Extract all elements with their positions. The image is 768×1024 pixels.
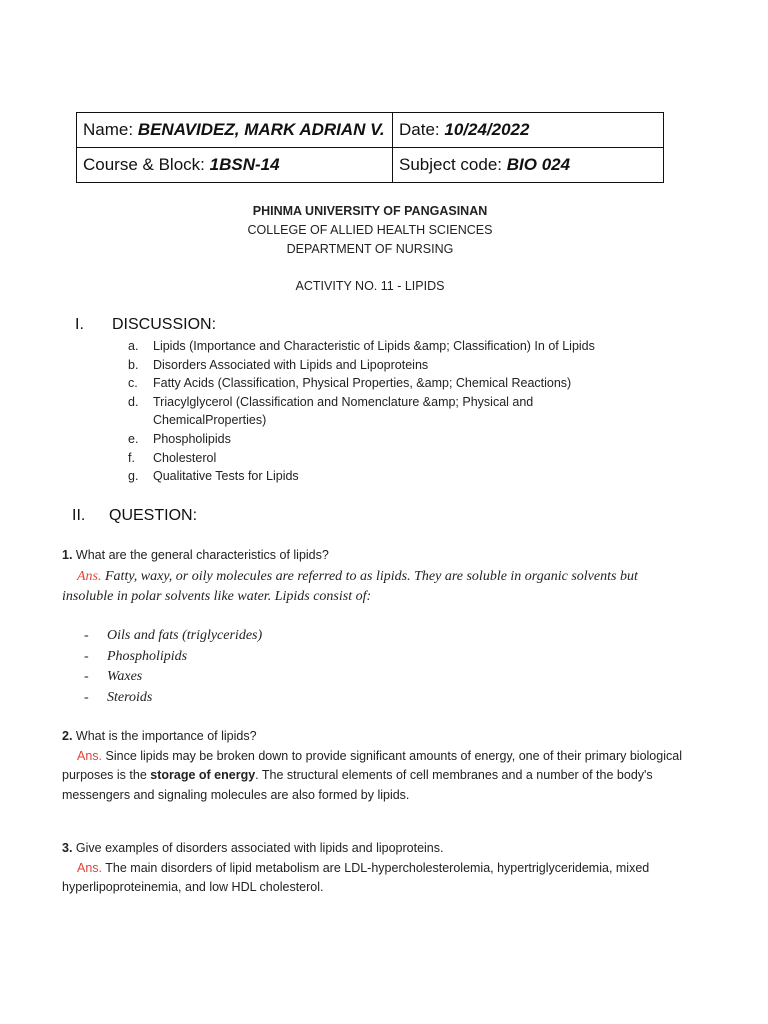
list-text: Qualitative Tests for Lipids: [153, 469, 299, 484]
institution-header: [0, 202, 740, 296]
student-info-table: [76, 112, 664, 183]
question-1: [62, 546, 682, 607]
college-name: COLLEGE OF ALLIED HEALTH SCIENCES: [247, 223, 493, 237]
list-item: [128, 374, 598, 393]
answer-3: [62, 859, 682, 898]
subject-label: Subject code:: [399, 155, 503, 174]
list-text: Disorders Associated with Lipids and Lipoproteins: [153, 357, 429, 372]
course-value: 1BSN-14: [209, 155, 280, 174]
list-item: [128, 449, 598, 468]
answer-label: Ans.: [77, 568, 102, 584]
discussion-heading: [75, 316, 216, 334]
bullet-dash: -: [84, 689, 89, 705]
list-item: [84, 647, 262, 668]
list-letter: c.: [128, 376, 138, 391]
name-value: BENAVIDEZ, MARK ADRIAN V.: [137, 120, 385, 139]
list-item: [84, 688, 262, 709]
question-number: 2.: [62, 729, 73, 743]
question-numeral: II.: [72, 507, 86, 524]
list-item: [128, 356, 598, 375]
question-number: 1.: [62, 548, 73, 562]
date-cell: [393, 113, 664, 148]
subject-value: BIO 024: [506, 155, 571, 174]
discussion-list: [128, 337, 598, 486]
university-name: PHINMA UNIVERSITY OF PANGASINAN: [252, 204, 488, 218]
list-text: Cholesterol: [153, 450, 217, 465]
course-label: Course & Block:: [83, 155, 205, 174]
discussion-numeral: I.: [75, 316, 84, 333]
list-letter: e.: [128, 431, 139, 446]
list-text: Phospholipids: [107, 648, 188, 664]
question-3: [62, 839, 682, 898]
activity-title: ACTIVITY NO. 11 - LIPIDS: [295, 279, 445, 293]
list-item: [128, 337, 598, 356]
list-item: [128, 430, 598, 449]
question-2: [62, 727, 682, 805]
department-name: DEPARTMENT OF NURSING: [286, 242, 454, 256]
bullet-dash: -: [84, 628, 89, 643]
course-cell: [77, 148, 393, 183]
list-letter: g.: [128, 469, 139, 484]
bullet-dash: -: [84, 648, 89, 664]
answer-text: . The structural elements of cell membranes and a number of the body's messengers and signaling molecules are also formed by lipids.: [62, 768, 653, 802]
info-row: [77, 113, 664, 148]
question-text: What are the general characteristics of lipids?: [75, 548, 329, 562]
list-text: Fatty Acids (Classification, Physical Properties, &amp; Chemical Reactions): [153, 376, 572, 391]
date-label: Date:: [399, 120, 440, 139]
bullet-dash: -: [84, 669, 89, 684]
question-3-text: [62, 839, 682, 859]
question-text: Give examples of disorders associated with lipids and lipoproteins.: [75, 841, 444, 855]
list-text: Phospholipids: [153, 431, 231, 446]
answer-text: Since lipids may be broken down to provide significant amounts of energy, one of their primary biological purposes is the: [62, 748, 682, 782]
lipid-types-list: [84, 626, 262, 708]
list-text: Oils and fats (triglycerides): [107, 628, 263, 643]
question-heading: [72, 507, 197, 525]
name-label: Name:: [83, 120, 134, 139]
date-value: 10/24/2022: [444, 120, 530, 139]
answer-text: Fatty, waxy, or oily molecules are referred to as lipids. They are soluble in organic solvents but insoluble in polar solvents like water. Lipids consist of:: [62, 568, 638, 604]
list-text: Waxes: [107, 669, 143, 684]
question-number: 3.: [62, 841, 73, 855]
list-letter: b.: [128, 357, 139, 372]
answer-2: [62, 747, 682, 806]
subject-cell: [393, 148, 664, 183]
discussion-title: DISCUSSION:: [112, 316, 217, 333]
question-1-text: [62, 546, 682, 566]
answer-emphasis: storage of energy: [150, 768, 256, 782]
list-item: [128, 467, 598, 486]
list-text: Triacylglycerol (Classification and Nomenclature &amp; Physical and ChemicalProperties): [153, 394, 534, 428]
list-item: [128, 393, 598, 430]
list-item: [84, 626, 262, 647]
list-letter: d.: [128, 394, 139, 409]
answer-text: The main disorders of lipid metabolism are LDL-hypercholesterolemia, hypertriglyceridemia, mixed hyperlipoproteinemia, and low HDL cholesterol.: [62, 860, 650, 894]
list-text: Steroids: [107, 689, 153, 705]
list-item: [84, 667, 262, 688]
answer-label: Ans.: [77, 748, 103, 763]
name-cell: [77, 113, 393, 148]
answer-label: Ans.: [77, 860, 103, 875]
list-letter: a.: [128, 339, 139, 353]
answer-1: [62, 567, 682, 607]
info-row: [77, 148, 664, 183]
list-letter: f.: [128, 450, 135, 465]
question-title: QUESTION:: [109, 507, 198, 524]
list-text: Lipids (Importance and Characteristic of Lipids &amp; Classification) In of Lipids: [153, 339, 595, 353]
question-2-text: [62, 727, 682, 747]
question-text: What is the importance of lipids?: [75, 729, 257, 743]
